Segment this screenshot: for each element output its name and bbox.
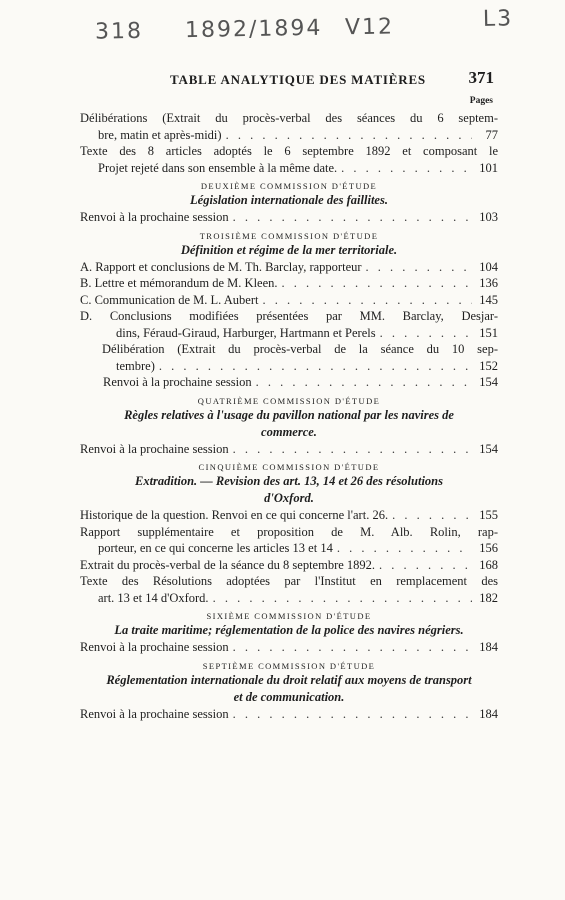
toc-page-number: 145 [479,292,498,307]
toc-entry-text: Projet rejeté dans son ensemble à la même date. [98,160,338,175]
running-title: TABLE ANALYTIQUE DES MATIÈRES [170,72,426,87]
table-of-contents [80,110,498,722]
toc-entry [80,540,498,557]
toc-entry [80,706,498,723]
toc-page-number: 77 [485,127,498,142]
toc-page-number: 152 [479,358,498,373]
toc-entry-text: C. Communication de M. L. Aubert [80,292,259,307]
toc-entry [80,374,498,391]
toc-entry-text: A. Rapport et conclusions de M. Th. Barclay, rapporteur [80,259,362,274]
dot-leader [362,259,472,275]
toc-entry [80,507,498,524]
toc-entry [80,160,498,177]
commission-subject: et de communication. [233,689,345,704]
handwritten-note: L3 [482,6,514,32]
page-number: 371 [468,68,494,87]
toc-entry-text: dins, Féraud-Giraud, Harburger, Hartmann et Perels [116,325,376,340]
toc-entry-text: Historique de la question. Renvoi en ce qui concerne l'art. 26. [80,508,389,522]
commission-subject: La traite maritime; réglementation de la police des navires négriers. [114,623,464,637]
dot-leader [222,127,472,143]
toc-page-number: 101 [479,160,498,175]
toc-entry-text: bre, matin et après-midi) [98,127,222,142]
commission-subject: Règles relatives à l'usage du pavillon national par les navires de [124,407,454,422]
toc-page-number: 184 [479,640,498,654]
toc-entry [80,358,498,375]
toc-entry [80,325,498,342]
commission-subject: commerce. [261,424,317,439]
commission-subject: d'Oxford. [264,491,314,505]
toc-entry-line: Rapport supplémentaire et proposition de M. Alb. Rolin, rap- [80,524,498,539]
toc-entry-line: D. Conclusions modifiées présentées par MM. Barclay, Desjar- [80,309,498,323]
dot-leader [252,374,472,390]
toc-page-number: 151 [479,325,498,340]
handwritten-annotation [95,6,516,53]
toc-page-number: 104 [479,259,498,274]
dot-leader [388,507,472,523]
commission-subject: Extradition. — Revision des art. 13, 14 et 26 des résolutions [134,474,443,488]
toc-entry-text: Renvoi à la prochaine session [80,706,229,721]
toc-entry-line: Délibérations (Extrait du procès-verbal des séances du 6 septem- [80,111,498,125]
toc-page-number: 168 [479,557,498,572]
dot-leader [155,358,472,374]
commission-subject: Définition et régime de la mer territoriale. [180,242,398,257]
toc-entry-text: Renvoi à la prochaine session [80,640,229,654]
commission-heading: CINQUIÈME COMMISSION D'ÉTUDE [198,462,380,472]
page-header [80,70,500,90]
toc-entry [80,275,498,292]
toc-entry [80,557,498,574]
commission-subject: Législation internationale des faillites. [190,193,388,207]
dot-leader [229,706,472,722]
toc-entry-line: Texte des Résolutions adoptées par l'Institut en remplacement des [80,574,498,588]
toc-entry-text: B. Lettre et mémorandum de M. Kleen. [80,276,278,290]
dot-leader [337,160,472,176]
handwritten-note: 318 [94,18,144,45]
dot-leader [258,292,472,308]
toc-entry [80,292,498,309]
dot-leader [333,540,472,556]
toc-entry [80,259,498,276]
dot-leader [278,275,472,291]
toc-page-number: 154 [479,375,498,389]
toc-page-number: 156 [479,541,498,555]
dot-leader [229,209,472,225]
toc-entry [80,441,498,458]
toc-page-number: 182 [479,590,498,605]
toc-entry-text: Renvoi à la prochaine session [80,210,229,224]
toc-entry-line: Texte des 8 articles adoptés le 6 septembre 1892 et composant le [80,144,498,158]
toc-entry-line: Délibération (Extrait du procès-verbal de la séance du 10 sep- [102,342,498,356]
toc-entry [80,209,498,226]
toc-page-number: 136 [479,276,498,290]
toc-entry [80,127,498,144]
toc-entry [80,590,498,607]
commission-heading: DEUXIÈME COMMISSION D'ÉTUDE [200,181,378,191]
toc-entry-text: art. 13 et 14 d'Oxford. [98,590,209,605]
dot-leader [229,441,472,457]
dot-leader [375,557,472,573]
dot-leader [229,639,472,655]
toc-entry-text: Extrait du procès-verbal de la séance du 8 septembre 1892. [80,557,376,572]
pages-column-label: Pages [469,96,493,106]
toc-page-number: 154 [479,441,498,456]
dot-leader [376,325,472,341]
handwritten-note: 1892/1894 [184,15,323,44]
commission-heading: TROISIÈME COMMISSION D'ÉTUDE [199,230,379,241]
dot-leader [209,590,472,606]
commission-heading: SIXIÈME COMMISSION D'ÉTUDE [206,611,372,621]
commission-heading: QUATRIÈME COMMISSION D'ÉTUDE [197,395,381,406]
toc-entry-text: tembre) [116,358,155,373]
toc-entry-text: Renvoi à la prochaine session [80,441,229,456]
commission-heading: SEPTIÈME COMMISSION D'ÉTUDE [202,660,376,671]
toc-page-number: 184 [479,706,498,721]
toc-entry-text: Renvoi à la prochaine session [103,375,252,389]
handwritten-note: V12 [344,14,395,41]
toc-entry [80,639,498,656]
commission-subject: Réglementation internationale du droit relatif aux moyens de transport [106,672,472,687]
toc-entry-text: porteur, en ce qui concerne les articles 13 et 14 [98,541,333,555]
toc-page-number: 103 [479,210,498,224]
toc-page-number: 155 [479,508,498,522]
